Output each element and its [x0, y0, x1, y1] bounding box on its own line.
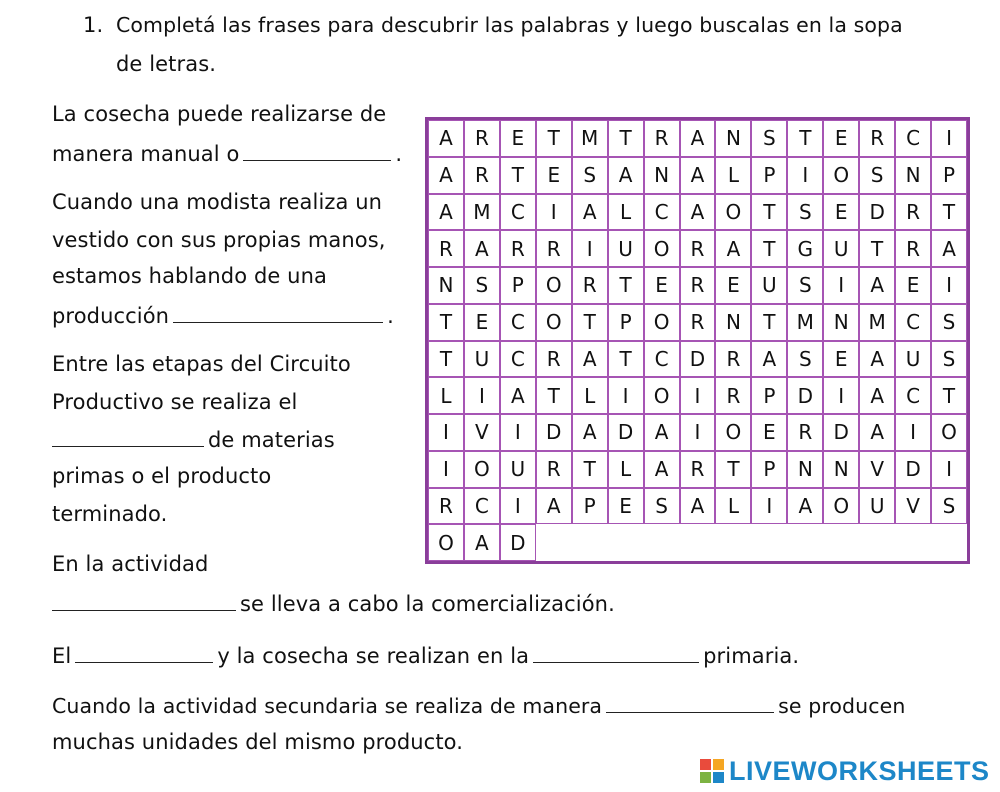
- word-search-cell[interactable]: R: [715, 341, 751, 378]
- word-search-cell[interactable]: A: [464, 524, 500, 561]
- word-search-cell[interactable]: A: [572, 341, 608, 378]
- sentence-3-line-3: [48, 428, 335, 451]
- word-search-cell[interactable]: N: [715, 120, 751, 157]
- sentence-3-line-4: primas o el producto: [52, 464, 272, 488]
- word-search-cell[interactable]: A: [859, 267, 895, 304]
- word-search-cell[interactable]: O: [536, 267, 572, 304]
- word-search-cell[interactable]: O: [536, 304, 572, 341]
- word-search-cell[interactable]: D: [787, 377, 823, 414]
- word-search-cell[interactable]: T: [751, 194, 787, 231]
- word-search-cell[interactable]: U: [464, 341, 500, 378]
- word-search-cell[interactable]: R: [464, 157, 500, 194]
- answer-blank-3[interactable]: [52, 428, 204, 447]
- word-search-cell[interactable]: M: [464, 194, 500, 231]
- word-search-cell[interactable]: A: [680, 194, 716, 231]
- word-search-cell[interactable]: O: [823, 488, 859, 525]
- sentence-5: [52, 644, 799, 667]
- word-search-cell[interactable]: P: [500, 267, 536, 304]
- word-search-cell[interactable]: C: [464, 488, 500, 525]
- word-search-cell[interactable]: A: [715, 230, 751, 267]
- word-search-cell[interactable]: T: [500, 157, 536, 194]
- word-search-cell[interactable]: R: [536, 341, 572, 378]
- word-search-cell[interactable]: I: [428, 414, 464, 451]
- word-search-cell[interactable]: R: [680, 304, 716, 341]
- word-search-cell[interactable]: I: [680, 414, 716, 451]
- word-search-cell[interactable]: O: [428, 524, 464, 561]
- word-search-cell[interactable]: A: [536, 488, 572, 525]
- word-search-cell[interactable]: M: [787, 304, 823, 341]
- word-search-cell[interactable]: A: [859, 414, 895, 451]
- word-search-cell[interactable]: A: [931, 230, 967, 267]
- sentence-6-line-2: muchas unidades del mismo producto.: [52, 730, 464, 754]
- word-search-cell[interactable]: T: [787, 120, 823, 157]
- word-search-cell[interactable]: P: [751, 451, 787, 488]
- word-search-cell[interactable]: O: [644, 377, 680, 414]
- word-search-cell[interactable]: S: [787, 267, 823, 304]
- word-search-cell[interactable]: U: [500, 451, 536, 488]
- sentence-6-text-b: se producen: [778, 694, 906, 718]
- word-search-cell[interactable]: I: [931, 267, 967, 304]
- word-search-cell[interactable]: R: [895, 194, 931, 231]
- word-search-cell[interactable]: I: [500, 488, 536, 525]
- liveworksheets-logo: [700, 756, 990, 786]
- word-search-cell[interactable]: O: [823, 157, 859, 194]
- sentence-2-line-4: [52, 304, 394, 327]
- sentence-1-line-2: [52, 142, 402, 165]
- word-search-cell[interactable]: I: [931, 451, 967, 488]
- sentence-3-line-2: Productivo se realiza el: [52, 390, 298, 414]
- word-search-cell[interactable]: T: [715, 451, 751, 488]
- word-search-cell[interactable]: U: [823, 230, 859, 267]
- word-search-cell[interactable]: A: [464, 230, 500, 267]
- word-search-cell[interactable]: D: [859, 194, 895, 231]
- instruction-line-1: Completá las frases para descubrir las palabras y luego buscalas en la sopa: [116, 13, 903, 37]
- sentence-4-text: se lleva a cabo la comercialización.: [240, 592, 615, 616]
- word-search-cell[interactable]: C: [644, 194, 680, 231]
- word-search-cell[interactable]: T: [536, 120, 572, 157]
- word-search-cell[interactable]: M: [859, 304, 895, 341]
- word-search-cell[interactable]: I: [823, 377, 859, 414]
- word-search-cell[interactable]: R: [680, 267, 716, 304]
- word-search-cell[interactable]: T: [931, 377, 967, 414]
- word-search-cell[interactable]: C: [895, 377, 931, 414]
- liveworksheets-logo-icon: [700, 759, 724, 783]
- word-search-cell[interactable]: S: [931, 488, 967, 525]
- word-search-cell[interactable]: C: [895, 304, 931, 341]
- word-search-cell[interactable]: E: [895, 267, 931, 304]
- sentence-4-line-1: En la actividad: [52, 552, 209, 576]
- word-search-cell[interactable]: R: [859, 120, 895, 157]
- sentence-5-part-3: primaria.: [703, 644, 800, 668]
- word-search-cell[interactable]: R: [500, 230, 536, 267]
- word-search-cell[interactable]: C: [500, 194, 536, 231]
- sentence-5-part-1: El: [52, 644, 72, 668]
- sentence-2-line-2: vestido con sus propias manos,: [52, 228, 386, 252]
- word-search-cell[interactable]: A: [572, 414, 608, 451]
- word-search-cell[interactable]: T: [572, 451, 608, 488]
- word-search-cell[interactable]: R: [787, 414, 823, 451]
- word-search-cell[interactable]: A: [500, 377, 536, 414]
- word-search-cell[interactable]: P: [572, 488, 608, 525]
- sentence-4-line-2: [48, 592, 615, 615]
- word-search-cell[interactable]: E: [823, 341, 859, 378]
- answer-blank-5[interactable]: [75, 644, 213, 663]
- word-search-cell[interactable]: T: [931, 194, 967, 231]
- word-search-cell[interactable]: E: [608, 488, 644, 525]
- word-search-cell[interactable]: A: [751, 341, 787, 378]
- word-search-cell[interactable]: T: [608, 120, 644, 157]
- word-search-cell[interactable]: L: [608, 451, 644, 488]
- word-search-cell[interactable]: G: [787, 230, 823, 267]
- word-search-cell[interactable]: S: [859, 157, 895, 194]
- word-search-cell[interactable]: E: [500, 120, 536, 157]
- instruction-line-2: de letras.: [116, 52, 217, 76]
- word-search-cell[interactable]: A: [644, 451, 680, 488]
- word-search-cell[interactable]: E: [823, 120, 859, 157]
- word-search-cell[interactable]: D: [536, 414, 572, 451]
- word-search-cell[interactable]: I: [823, 267, 859, 304]
- answer-blank-4[interactable]: [52, 592, 236, 611]
- word-search-cell[interactable]: V: [464, 414, 500, 451]
- word-search-cell[interactable]: S: [644, 488, 680, 525]
- logo-text: LIVEWORKSHEETS: [729, 755, 990, 786]
- word-search-cell[interactable]: T: [428, 341, 464, 378]
- word-search-cell[interactable]: T: [608, 341, 644, 378]
- word-search-cell[interactable]: P: [751, 377, 787, 414]
- word-search-cell[interactable]: O: [931, 414, 967, 451]
- period: .: [387, 304, 394, 328]
- word-search-cell[interactable]: A: [680, 157, 716, 194]
- word-search-cell[interactable]: L: [572, 377, 608, 414]
- sentence-1-text: manera manual o: [52, 142, 240, 166]
- word-search-cell[interactable]: L: [715, 157, 751, 194]
- word-search-cell[interactable]: C: [644, 341, 680, 378]
- word-search-cell[interactable]: L: [428, 377, 464, 414]
- word-search-cell[interactable]: O: [644, 230, 680, 267]
- word-search-cell[interactable]: V: [859, 451, 895, 488]
- sentence-2-line-3: estamos hablando de una: [52, 264, 327, 288]
- word-search-cell[interactable]: N: [644, 157, 680, 194]
- word-search-cell[interactable]: E: [644, 267, 680, 304]
- word-search-cell[interactable]: O: [644, 304, 680, 341]
- word-search-cell[interactable]: I: [500, 414, 536, 451]
- word-search-cell[interactable]: S: [464, 267, 500, 304]
- word-search-cell[interactable]: E: [823, 194, 859, 231]
- word-search-cell[interactable]: O: [715, 194, 751, 231]
- word-search-cell[interactable]: U: [895, 341, 931, 378]
- word-search-cell[interactable]: E: [751, 414, 787, 451]
- word-search-cell[interactable]: C: [500, 304, 536, 341]
- word-search-cell[interactable]: T: [572, 304, 608, 341]
- word-search-cell[interactable]: I: [608, 377, 644, 414]
- word-search-cell[interactable]: P: [608, 304, 644, 341]
- word-search-cell[interactable]: N: [715, 304, 751, 341]
- word-search-cell[interactable]: P: [751, 157, 787, 194]
- sentence-1-line-1: La cosecha puede realizarse de: [52, 102, 387, 126]
- word-search-cell[interactable]: C: [500, 341, 536, 378]
- word-search-cell[interactable]: S: [931, 341, 967, 378]
- word-search-cell[interactable]: E: [536, 157, 572, 194]
- word-search-cell[interactable]: N: [823, 451, 859, 488]
- word-search-cell[interactable]: R: [895, 230, 931, 267]
- sentence-2-line-1: Cuando una modista realiza un: [52, 190, 383, 214]
- word-search-cell[interactable]: S: [787, 341, 823, 378]
- word-search-cell[interactable]: R: [428, 230, 464, 267]
- word-search-cell[interactable]: T: [859, 230, 895, 267]
- word-search-cell[interactable]: D: [680, 341, 716, 378]
- word-search-cell[interactable]: A: [787, 488, 823, 525]
- word-search-cell[interactable]: N: [787, 451, 823, 488]
- sentence-5-part-2: y la cosecha se realizan en la: [217, 644, 530, 668]
- sentence-6-text-a: Cuando la actividad secundaria se realiza de manera: [52, 694, 603, 718]
- word-search-cell[interactable]: N: [823, 304, 859, 341]
- word-search-cell[interactable]: A: [428, 120, 464, 157]
- word-search-cell[interactable]: D: [500, 524, 536, 561]
- answer-blank-6[interactable]: [533, 644, 699, 663]
- word-search-cell[interactable]: A: [859, 377, 895, 414]
- word-search-cell[interactable]: R: [536, 451, 572, 488]
- word-search-cell[interactable]: I: [428, 451, 464, 488]
- word-search-cell[interactable]: I: [464, 377, 500, 414]
- word-search-cell[interactable]: A: [428, 194, 464, 231]
- word-search-cell[interactable]: S: [751, 120, 787, 157]
- word-search-cell[interactable]: U: [859, 488, 895, 525]
- word-search-cell[interactable]: D: [823, 414, 859, 451]
- word-search-cell[interactable]: E: [464, 304, 500, 341]
- word-search-cell[interactable]: T: [608, 267, 644, 304]
- word-search-cell[interactable]: R: [644, 120, 680, 157]
- word-search-cell[interactable]: P: [931, 157, 967, 194]
- word-search-cell[interactable]: I: [536, 194, 572, 231]
- sentence-6-line-1: [52, 694, 905, 717]
- sentence-3-text: de materias: [208, 428, 335, 452]
- sentence-2-text: producción: [52, 304, 170, 328]
- word-search-cell[interactable]: E: [715, 267, 751, 304]
- word-search-cell[interactable]: R: [428, 488, 464, 525]
- instruction-number: 1.: [83, 13, 104, 37]
- word-search-cell[interactable]: R: [680, 451, 716, 488]
- word-search-cell[interactable]: O: [715, 414, 751, 451]
- word-search-cell[interactable]: A: [644, 414, 680, 451]
- word-search-cell[interactable]: T: [428, 304, 464, 341]
- word-search-cell[interactable]: R: [572, 267, 608, 304]
- word-search-cell[interactable]: L: [715, 488, 751, 525]
- word-search-cell[interactable]: O: [464, 451, 500, 488]
- word-search-cell[interactable]: R: [680, 230, 716, 267]
- word-search-cell[interactable]: S: [787, 194, 823, 231]
- word-search-cell[interactable]: R: [464, 120, 500, 157]
- answer-blank-2[interactable]: [173, 304, 383, 323]
- word-search-cell[interactable]: A: [428, 157, 464, 194]
- word-search-cell[interactable]: I: [572, 230, 608, 267]
- word-search-cell[interactable]: A: [608, 157, 644, 194]
- word-search-cell[interactable]: T: [751, 304, 787, 341]
- word-search-cell[interactable]: I: [680, 377, 716, 414]
- word-search-cell[interactable]: I: [931, 120, 967, 157]
- word-search-cell[interactable]: T: [536, 377, 572, 414]
- period: .: [395, 142, 403, 166]
- word-search-cell[interactable]: V: [895, 488, 931, 525]
- sentence-3-line-5: terminado.: [52, 502, 168, 526]
- word-search-grid: [425, 117, 970, 564]
- word-search-cell[interactable]: L: [608, 194, 644, 231]
- word-search-cell[interactable]: D: [895, 451, 931, 488]
- word-search-cell[interactable]: M: [572, 120, 608, 157]
- word-search-cell[interactable]: I: [751, 488, 787, 525]
- word-search-cell[interactable]: A: [680, 120, 716, 157]
- word-search-cell[interactable]: A: [572, 194, 608, 231]
- word-search-cell[interactable]: R: [715, 377, 751, 414]
- word-search-cell[interactable]: R: [536, 230, 572, 267]
- word-search-cell[interactable]: S: [931, 304, 967, 341]
- word-search-cell[interactable]: N: [428, 267, 464, 304]
- sentence-3-line-1: Entre las etapas del Circuito: [52, 352, 351, 376]
- word-search-cell[interactable]: U: [608, 230, 644, 267]
- word-search-cell[interactable]: I: [787, 157, 823, 194]
- word-search-cell[interactable]: A: [859, 341, 895, 378]
- word-search-cell[interactable]: A: [680, 488, 716, 525]
- word-search-cell[interactable]: D: [608, 414, 644, 451]
- word-search-cell[interactable]: U: [751, 267, 787, 304]
- word-search-cell[interactable]: S: [572, 157, 608, 194]
- word-search-cell[interactable]: C: [895, 120, 931, 157]
- word-search-cell[interactable]: N: [895, 157, 931, 194]
- word-search-cell[interactable]: I: [895, 414, 931, 451]
- answer-blank-1[interactable]: [243, 142, 391, 161]
- word-search-cell[interactable]: T: [751, 230, 787, 267]
- answer-blank-7[interactable]: [606, 694, 774, 713]
